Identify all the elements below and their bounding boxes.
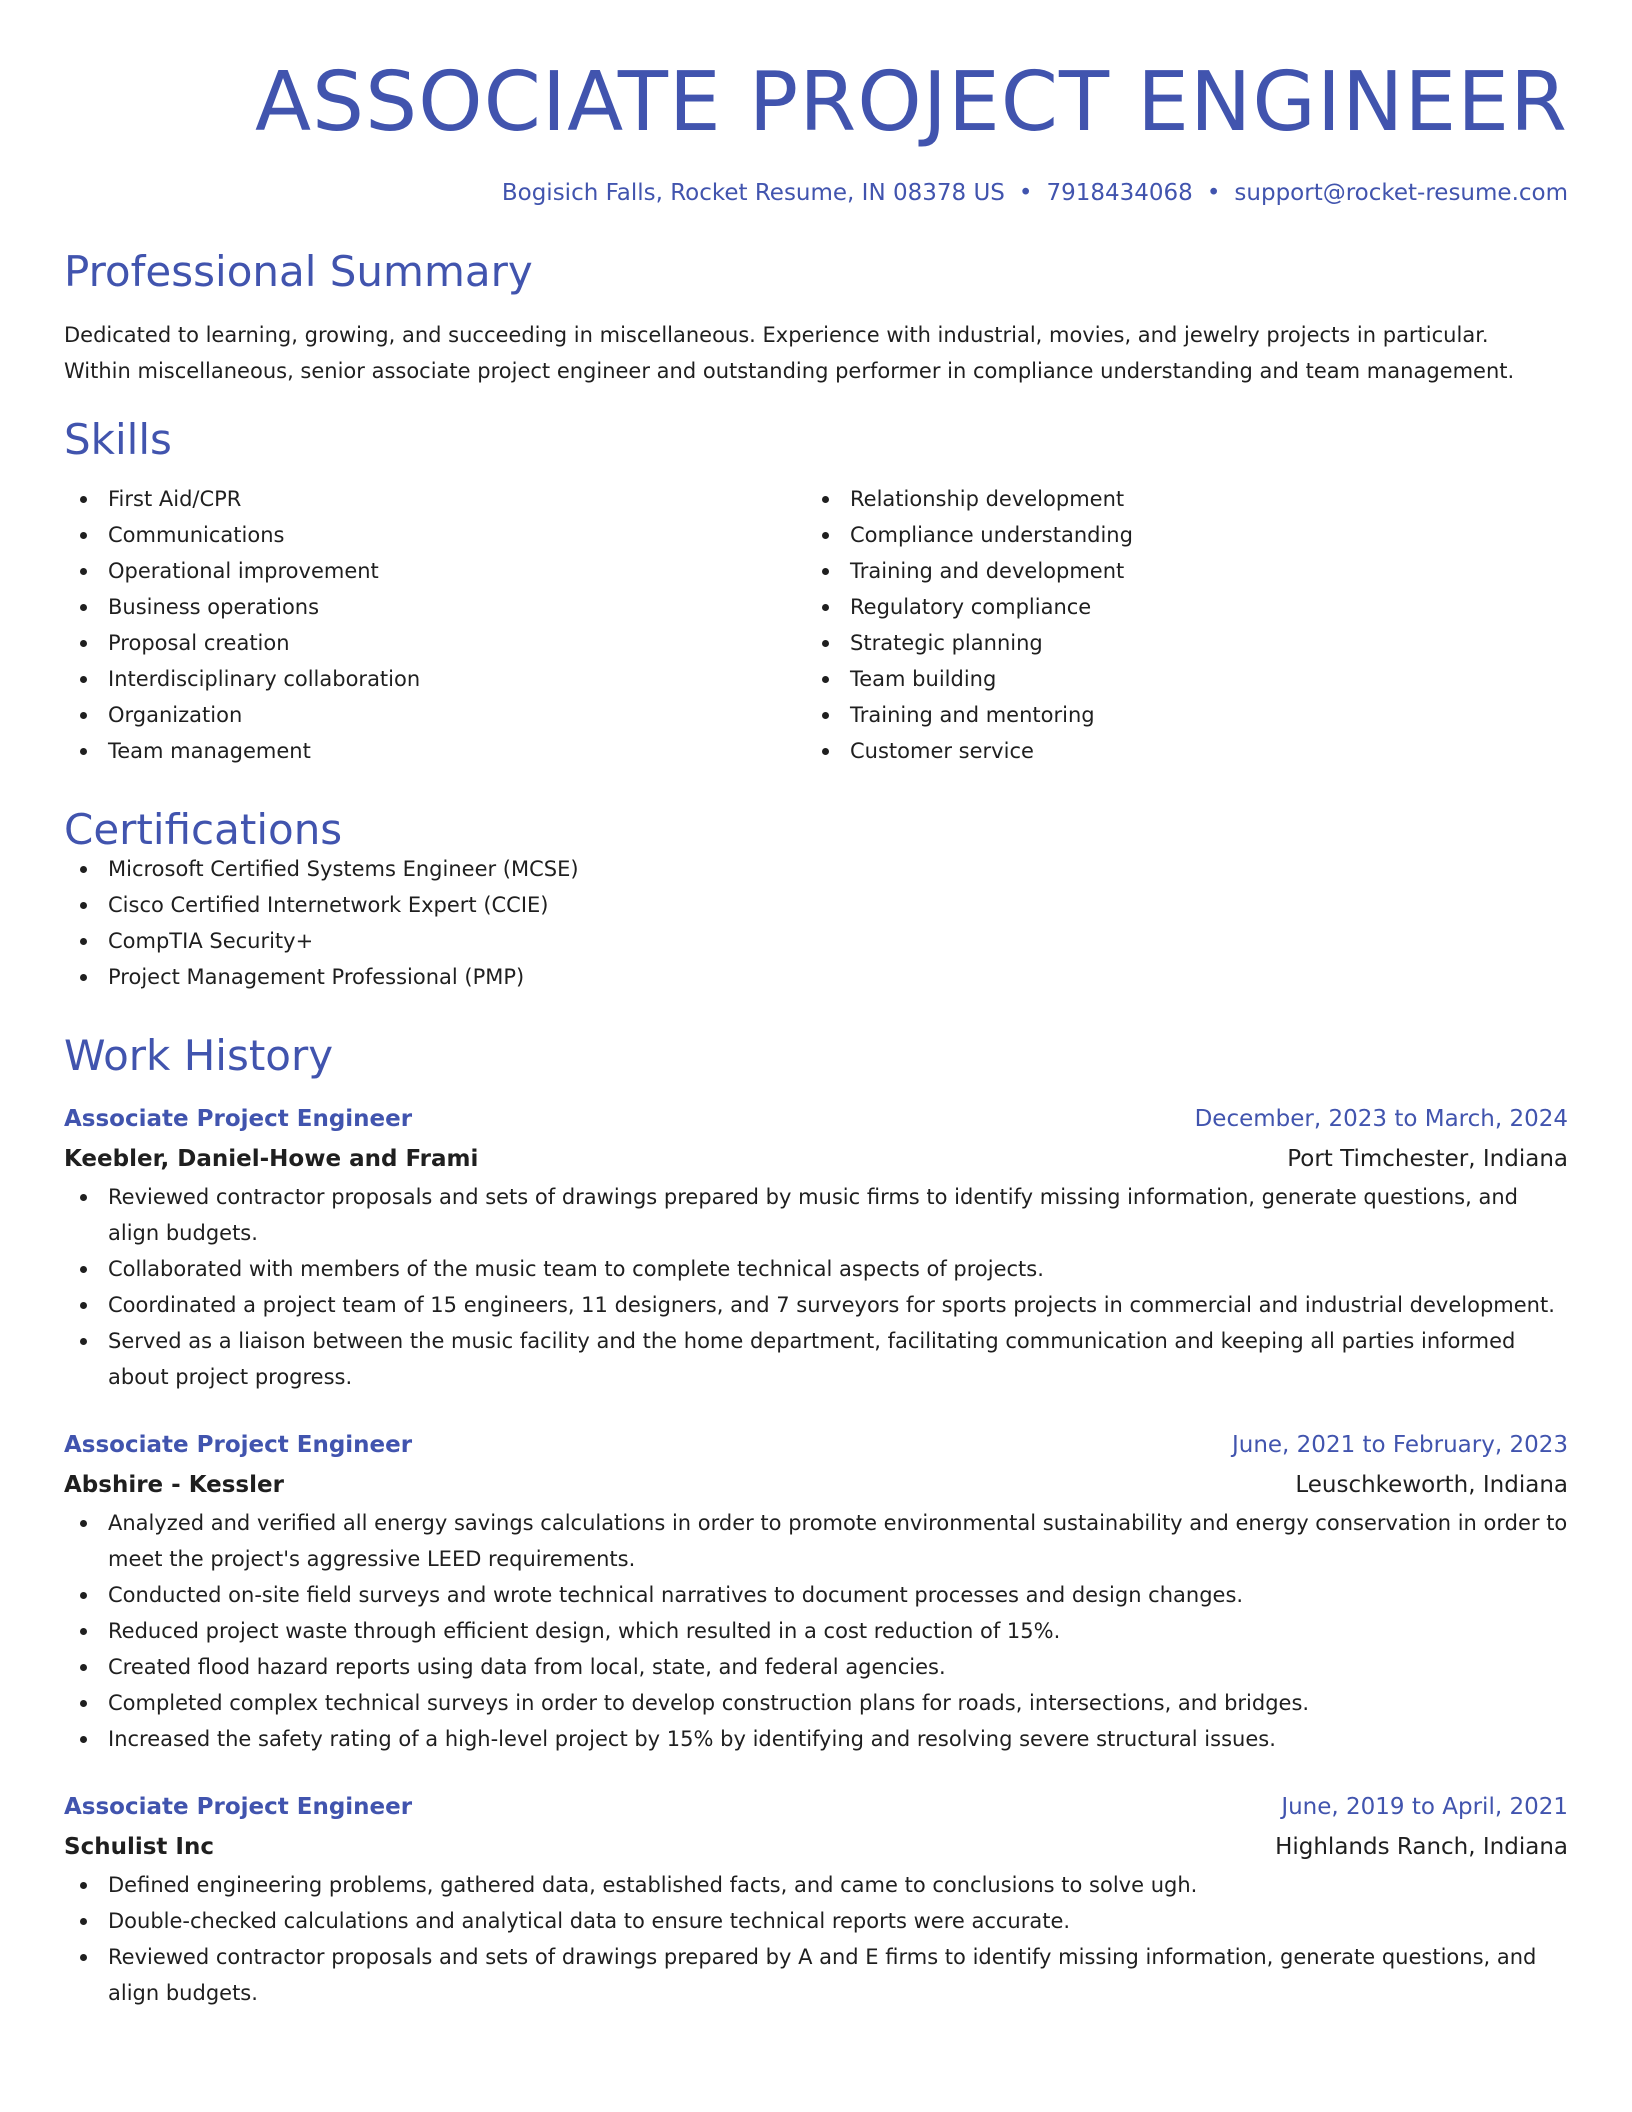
job-company: Abshire - Kessler bbox=[64, 1472, 284, 1498]
job-header bbox=[64, 1101, 1568, 1137]
certifications-list bbox=[64, 851, 1568, 995]
skill-item: Business operations bbox=[64, 589, 806, 625]
certifications-heading: Certifications bbox=[64, 805, 343, 854]
summary-text: Dedicated to learning, growing, and succeeding in miscellaneous. Experience with industrial, movies, and jewelry projects in particular. Within miscellaneous, senior associate project engineer and outstanding performer in compliance understanding and team management. bbox=[64, 323, 1515, 383]
job-duties-list bbox=[64, 1179, 1568, 1395]
skills-column-left bbox=[64, 481, 806, 769]
contact-address: Bogisich Falls, Rocket Resume, IN 08378 US bbox=[501, 180, 1005, 206]
job-employer-row bbox=[64, 1827, 1568, 1867]
job-duty: Coordinated a project team of 15 engineers, 11 designers, and 7 surveyors for sports projects in commercial and industrial development. bbox=[64, 1287, 1568, 1323]
work-history-heading: Work History bbox=[64, 1031, 334, 1080]
job-duty: Defined engineering problems, gathered data, established facts, and came to conclusions to solve ugh. bbox=[64, 1867, 1568, 1903]
skill-item: Operational improvement bbox=[64, 553, 806, 589]
job-entry bbox=[64, 1427, 1568, 1757]
job-header bbox=[64, 1427, 1568, 1463]
job-duty: Double-checked calculations and analytical data to ensure technical reports were accurate. bbox=[64, 1903, 1568, 1939]
skill-item: Proposal creation bbox=[64, 625, 806, 661]
skills-list-left bbox=[64, 481, 806, 769]
job-dates: June, 2021 to February, 2023 bbox=[1231, 1432, 1568, 1458]
job-duty: Reviewed contractor proposals and sets of drawings prepared by music firms to identify missing information, generate questions, and align budgets. bbox=[64, 1179, 1568, 1251]
skill-item: Customer service bbox=[806, 733, 1548, 769]
certification-item: Project Management Professional (PMP) bbox=[64, 959, 1568, 995]
skill-item: Team management bbox=[64, 733, 806, 769]
contact-separator: • bbox=[1018, 180, 1033, 206]
skills-list-right bbox=[806, 481, 1548, 769]
job-entry bbox=[64, 1789, 1568, 2011]
skill-item: Team building bbox=[806, 661, 1548, 697]
job-dates: June, 2019 to April, 2021 bbox=[1281, 1794, 1568, 1820]
job-employer-row bbox=[64, 1139, 1568, 1179]
certification-item: CompTIA Security+ bbox=[64, 923, 1568, 959]
job-company: Keebler, Daniel-Howe and Frami bbox=[64, 1146, 479, 1172]
job-duties-list bbox=[64, 1505, 1568, 1757]
job-location: Highlands Ranch, Indiana bbox=[1275, 1834, 1568, 1860]
certification-item: Cisco Certified Internetwork Expert (CCIE) bbox=[64, 887, 1568, 923]
job-location: Port Timchester, Indiana bbox=[1287, 1146, 1568, 1172]
skill-item: Communications bbox=[64, 517, 806, 553]
job-dates: December, 2023 to March, 2024 bbox=[1194, 1106, 1568, 1132]
summary-heading: Professional Summary bbox=[64, 247, 533, 296]
job-entry bbox=[64, 1101, 1568, 1395]
job-title: Associate Project Engineer bbox=[64, 1432, 413, 1458]
certification-item: Microsoft Certified Systems Engineer (MCSE) bbox=[64, 851, 1568, 887]
resume-title: ASSOCIATE PROJECT ENGINEER bbox=[254, 55, 1568, 150]
skill-item: Compliance understanding bbox=[806, 517, 1548, 553]
skills-heading: Skills bbox=[64, 415, 172, 464]
job-duty: Reduced project waste through efficient design, which resulted in a cost reduction of 15%. bbox=[64, 1613, 1568, 1649]
job-duty: Analyzed and verified all energy savings calculations in order to promote environmental sustainability and energy conservation in order to meet the project's aggressive LEED requirements. bbox=[64, 1505, 1568, 1577]
skill-item: First Aid/CPR bbox=[64, 481, 806, 517]
skill-item: Regulatory compliance bbox=[806, 589, 1548, 625]
skill-item: Interdisciplinary collaboration bbox=[64, 661, 806, 697]
skills-column-right bbox=[806, 481, 1548, 769]
job-duty: Reviewed contractor proposals and sets of drawings prepared by A and E firms to identify missing information, generate questions, and align budgets. bbox=[64, 1939, 1568, 2011]
skill-item: Strategic planning bbox=[806, 625, 1548, 661]
job-location: Leuschkeworth, Indiana bbox=[1295, 1472, 1568, 1498]
contact-email[interactable]: support@rocket-resume.com bbox=[1234, 180, 1568, 206]
job-header bbox=[64, 1789, 1568, 1825]
job-duty: Collaborated with members of the music team to complete technical aspects of projects. bbox=[64, 1251, 1568, 1287]
job-company: Schulist Inc bbox=[64, 1834, 214, 1860]
job-duty: Created flood hazard reports using data from local, state, and federal agencies. bbox=[64, 1649, 1568, 1685]
skill-item: Relationship development bbox=[806, 481, 1548, 517]
job-employer-row bbox=[64, 1465, 1568, 1505]
job-duties-list bbox=[64, 1867, 1568, 2011]
job-duty: Increased the safety rating of a high-level project by 15% by identifying and resolving severe structural issues. bbox=[64, 1721, 1568, 1757]
skill-item: Training and development bbox=[806, 553, 1548, 589]
contact-separator: • bbox=[1206, 180, 1221, 206]
skills-grid bbox=[64, 481, 1568, 769]
job-duty: Conducted on-site field surveys and wrote technical narratives to document processes and design changes. bbox=[64, 1577, 1568, 1613]
skill-item: Organization bbox=[64, 697, 806, 733]
contact-line bbox=[64, 182, 1568, 205]
job-title: Associate Project Engineer bbox=[64, 1106, 413, 1132]
contact-phone: 7918434068 bbox=[1046, 180, 1193, 206]
skill-item: Training and mentoring bbox=[806, 697, 1548, 733]
job-duty: Served as a liaison between the music facility and the home department, facilitating communication and keeping all parties informed about project progress. bbox=[64, 1323, 1568, 1395]
job-duty: Completed complex technical surveys in order to develop construction plans for roads, intersections, and bridges. bbox=[64, 1685, 1568, 1721]
job-title: Associate Project Engineer bbox=[64, 1794, 413, 1820]
